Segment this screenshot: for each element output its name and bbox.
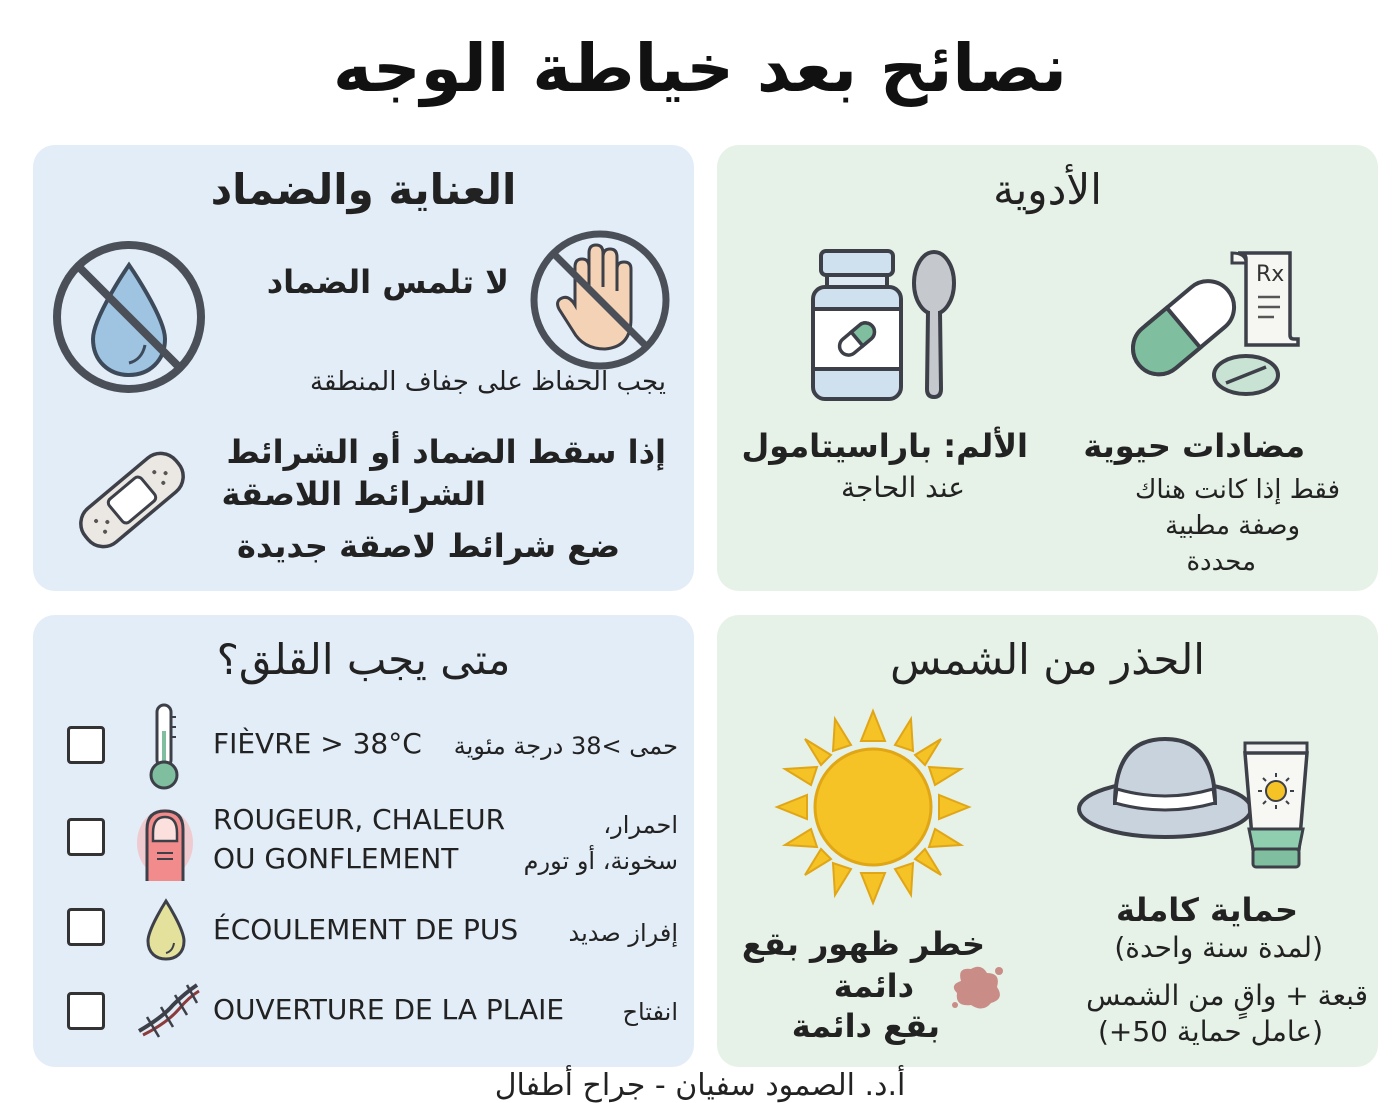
pus-drop-icon <box>143 897 189 963</box>
protect-line2: قبعة + واقٍ من الشمس <box>1086 979 1368 1012</box>
no-water-icon <box>49 237 209 397</box>
antibiotics-title: مضادات حيوية <box>1083 427 1305 465</box>
open-wound-icon <box>133 979 203 1041</box>
protect-line1: (لمدة سنة واحدة) <box>1114 931 1323 964</box>
redness-fr-line1: ROUGEUR, CHALEUR <box>213 803 506 836</box>
red-finger-icon <box>135 803 195 883</box>
new-strips-text: ضع شرائط لاصقة جديدة <box>237 527 620 565</box>
pus-ar: إفراز صديد <box>568 919 678 947</box>
rx-label: Rx <box>1256 262 1285 287</box>
thermometer-icon <box>145 701 183 793</box>
pill-bottle-icon <box>807 247 907 405</box>
sun-icon <box>773 707 973 907</box>
wound-opening-fr: OUVERTURE DE LA PLAIE <box>213 993 565 1026</box>
sun-hat-icon <box>1075 733 1255 843</box>
worry-title: متى يجب القلق؟ <box>216 635 511 684</box>
if-fall-line2: الشرائط اللاصقة <box>221 475 486 513</box>
worry-panel <box>33 615 694 1067</box>
skin-spot-icon <box>947 961 1007 1015</box>
antibiotics-line1: فقط إذا كانت هناك <box>1134 475 1340 505</box>
fever-ar: حمى >38 درجة مئوية <box>453 732 678 760</box>
sun-title: الحذر من الشمس <box>890 635 1205 684</box>
care-title: العناية والضماد <box>210 165 517 214</box>
care-panel <box>33 145 694 591</box>
risk-line1: خطر ظهور بقع <box>741 925 985 963</box>
redness-checkbox[interactable] <box>67 818 105 856</box>
antibiotics-line3: محددة <box>1186 547 1256 577</box>
pus-fr: ÉCOULEMENT DE PUS <box>213 913 519 946</box>
if-fall-line1: إذا سقط الضماد أو الشرائط <box>226 433 666 471</box>
sun-panel <box>717 615 1378 1067</box>
footer-credit: أ.د. الصمود سفيان - جراح أطفال <box>494 1068 906 1103</box>
bandage-icon <box>67 435 197 565</box>
protect-title: حماية كاملة <box>1116 891 1298 929</box>
risk-line3: بقع دائمة <box>791 1007 940 1045</box>
meds-panel <box>717 145 1378 591</box>
pain-note: عند الحاجة <box>841 471 965 504</box>
page-title: نصائح بعد خياطة الوجه <box>333 30 1067 107</box>
protect-line3: (عامل حماية 50+) <box>1097 1015 1323 1048</box>
spoon-icon <box>909 249 959 401</box>
keep-dry-text: يجب الحفاظ على جفاف المنطقة <box>310 367 666 397</box>
fever-fr: FIÈVRE > 38°C <box>213 727 422 760</box>
meds-title: الأدوية <box>993 165 1102 214</box>
pain-title: الألم: باراسيتامول <box>741 427 1028 465</box>
pus-checkbox[interactable] <box>67 908 105 946</box>
wound-opening-ar: انفتاح <box>622 998 678 1026</box>
prescription-pills-icon <box>1122 245 1312 405</box>
antibiotics-line2: وصفة مطبية <box>1165 511 1300 541</box>
no-hand-icon <box>527 227 673 373</box>
sunscreen-icon <box>1239 739 1313 871</box>
no-touch-text: لا تلمس الضماد <box>266 263 509 301</box>
risk-line2: دائمة <box>833 967 914 1005</box>
redness-ar-line1: احمرار، <box>603 811 678 839</box>
redness-ar-line2: سخونة، أو تورم <box>523 847 678 875</box>
wound-opening-checkbox[interactable] <box>67 992 105 1030</box>
fever-checkbox[interactable] <box>67 726 105 764</box>
redness-fr-line2: OU GONFLEMENT <box>213 842 459 875</box>
